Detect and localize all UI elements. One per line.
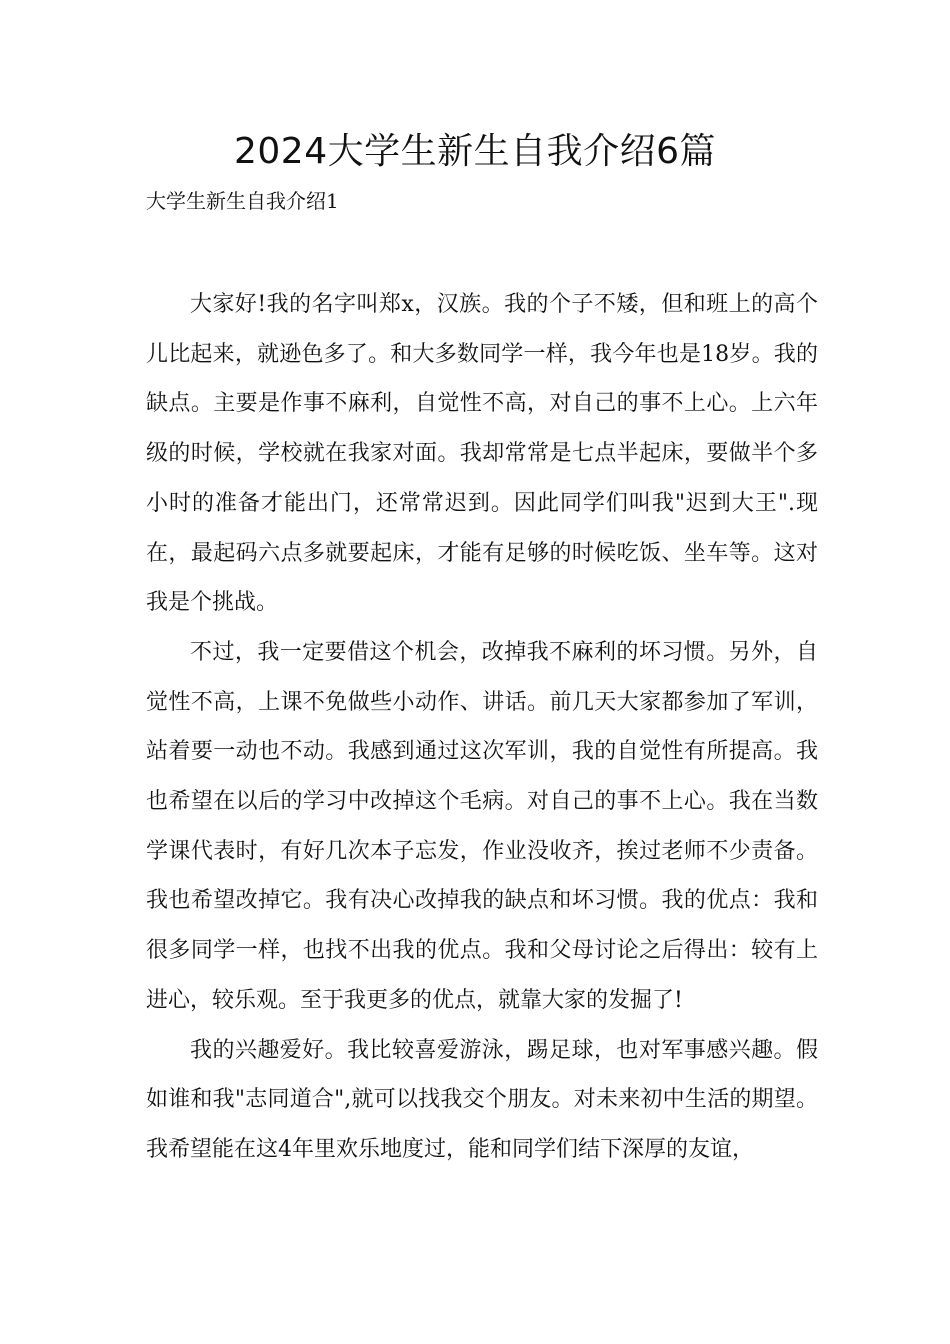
paragraph: 我的兴趣爱好。我比较喜爱游泳，踢足球，也对军事感兴趣。假如谁和我"志同道合",就可以找我交个朋友。对未来初中生活的期望。我希望能在这4年里欢乐地度过，能和同学们结下深厚的友谊，: [146, 1037, 818, 1162]
document-title: 2024大学生新生自我介绍6篇: [233, 131, 717, 172]
section-heading: 大学生新生自我介绍1: [146, 189, 339, 213]
document-body: [146, 280, 818, 1175]
paragraph: 不过，我一定要借这个机会，改掉我不麻利的坏习惯。另外，自觉性不高，上课不免做些小动作、讲话。前几天大家都参加了军训，站着要一动也不动。我感到通过这次军训，我的自觉性有所提高。我也希望在以后的学习中改掉这个毛病。对自己的事不上心。我在当数学课代表时，有好几次本子忘发，作业没收齐，挨过老师不少责备。我也希望改掉它。我有决心改掉我的缺点和坏习惯。我的优点：我和很多同学一样，也找不出我的优点。我和父母讨论之后得出：较有上进心，较乐观。至于我更多的优点，就靠大家的发掘了!: [146, 639, 818, 1013]
paragraph: 大家好!我的名字叫郑x，汉族。我的个子不矮，但和班上的高个儿比起来，就逊色多了。和大多数同学一样，我今年也是18岁。我的缺点。主要是作事不麻利，自觉性不高，对自己的事不上心。上六年级的时候，学校就在我家对面。我却常常是七点半起床，要做半个多小时的准备才能出门，还常常迟到。因此同学们叫我"迟到大王".现在，最起码六点多就要起床，才能有足够的时候吃饭、坐车等。这对我是个挑战。: [146, 292, 818, 616]
